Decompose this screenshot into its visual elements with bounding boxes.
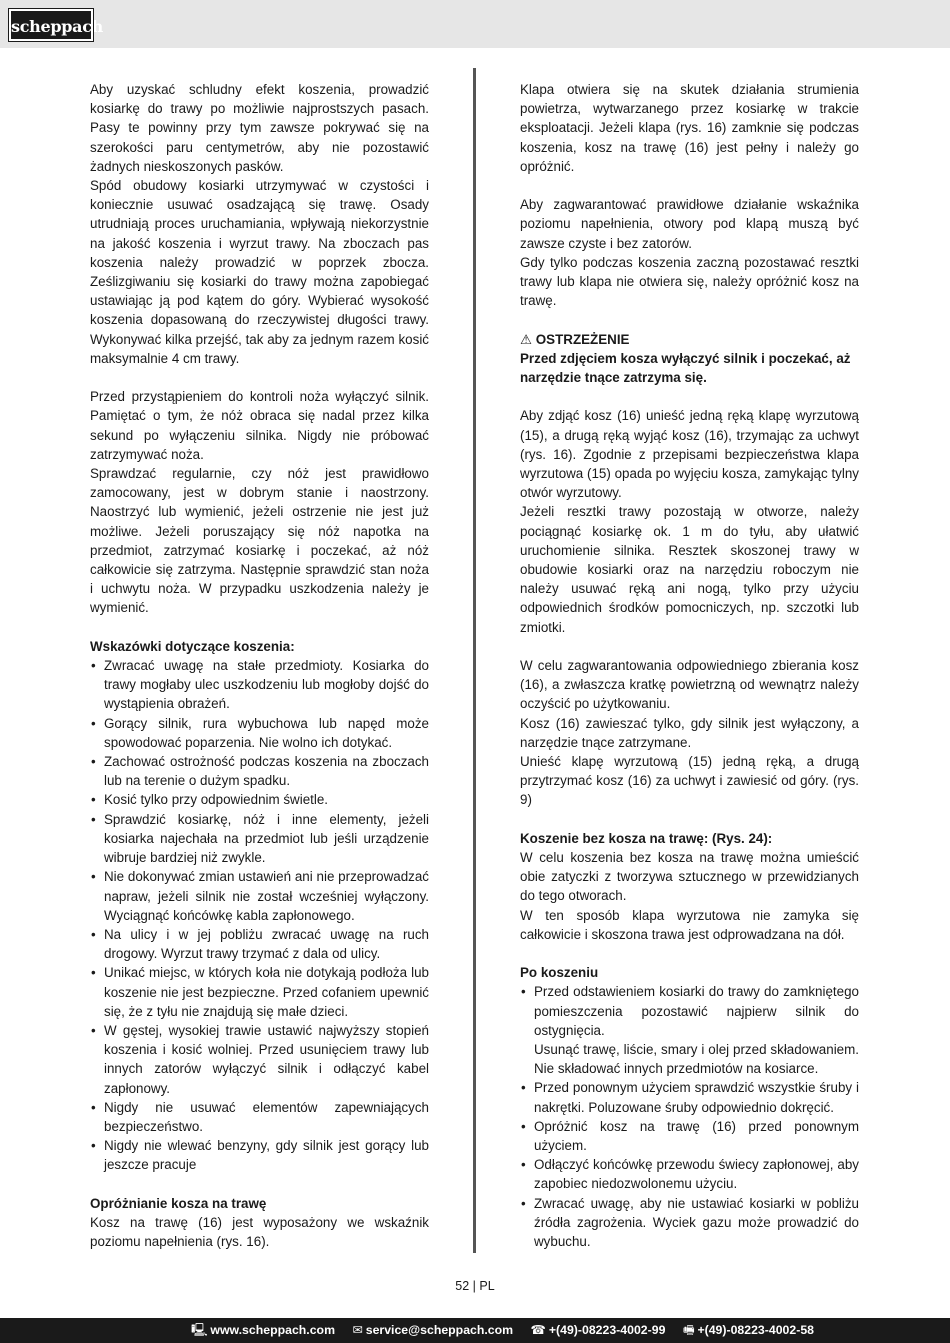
warning-heading: [520, 330, 859, 349]
after-mowing-list: [520, 982, 859, 1251]
list-item: • Nigdy nie wlewać benzyny, gdy silnik jest gorący lub jeszcze pracuje: [90, 1136, 429, 1174]
list-item: • Przed ponownym użyciem sprawdzić wszystkie śruby i nakrętki. Poluzowane śruby odpowiednio dokręcić.: [520, 1078, 859, 1116]
mail-icon: ✉: [352, 1323, 363, 1337]
list-item: • Unikać miejsc, w których koła nie dotykają podłoża lub koszenie nie jest bezpieczne. Przed cofaniem upewnić się, że z tyłu nie znajdują się małe dzieci.: [90, 963, 429, 1021]
computer-icon: 🖳: [191, 1323, 208, 1337]
footer-bar: [0, 1318, 950, 1343]
footer-web[interactable]: 🖳 www.scheppach.com: [191, 1323, 336, 1337]
list-item: • Sprawdzić kosiarkę, nóż i inne elementy, jeżeli kosiarka najechała na przedmiot lub jeśli urządzenie wibruje bardziej niż zwykle.: [90, 810, 429, 868]
paragraph: Spód obudowy kosiarki utrzymywać w czystości i koniecznie usuwać osadzającą się trawę. Osady utrudniają proces uruchamiania, wpływają niekorzystnie na jakość koszenia i wyrzut trawy. Na zboczach pas koszenia należy prowadzić w poprzek zbocza. Ześlizgiwaniu się kosiarki do trawy można zapobiegać ustawiając ją pod kątem do góry. Wybierać wysokość koszenia dopasowaną do rzeczywistej długości trawy. Wykonywać kilka przejść, tak aby za jednym razem kosić maksymalnie 4 cm trawy.: [90, 178, 429, 366]
left-column: [90, 80, 429, 1251]
header-bar: [0, 0, 950, 48]
paragraph: Gdy tylko podczas koszenia zaczną pozostawać resztki trawy lub klapa nie otwiera się, należy opróżnić kosz na trawę.: [520, 254, 859, 309]
footer-email[interactable]: ✉ service@scheppach.com: [352, 1323, 514, 1337]
footer-fax: 🖷 +(49)-08223-4002-58: [682, 1323, 814, 1337]
paragraph: Klapa otwiera się na skutek działania strumienia powietrza, wytwarzanego przez kosiarkę w trakcie eksploatacji. Jeżeli klapa (rys. 16) zamknie się podczas koszenia, kosz na trawę (16) jest pełny i należy go opróżnić.: [520, 82, 859, 174]
list-item: • Odłączyć końcówkę przewodu świecy zapłonowej, aby zapobiec niedozwolonemu użyciu.: [520, 1155, 859, 1193]
paragraph: Jeżeli resztki trawy pozostają w otworze, należy pociągnąć kosiarkę ok. 1 m do tyłu, aby ułatwić uruchomienie silnika. Resztek skoszonej trawy w obudowie kosiarki oraz na narzędziu roboczym nie należy usuwać ręką ani nogą, tylko przy użyciu odpowiednich środków pomocniczych, np. szczotki lub zmiotki.: [520, 504, 859, 635]
section-heading: Koszenie bez kosza na trawę: (Rys. 24):: [520, 830, 773, 846]
paragraph: Unieść klapę wyrzutową (15) jedną ręką, a drugą przytrzymać kosz (16) za uchwyt i zawiesić od góry. (rys. 9): [520, 754, 859, 808]
paragraph: Sprawdzać regularnie, czy nóż jest prawidłowo zamocowany, jest w dobrym stanie i naostrzony. Naostrzyć lub wymienić, jeżeli ostrzenie nie jest już możliwe. Jeżeli poruszający się nóż napotka na przedmiot, zatrzymać kosiarkę i poczekać, aż nóż całkowicie się zatrzyma. Następnie sprawdzić stan noża i uchwytu noża. W przypadku uszkodzenia należy je wymienić.: [90, 466, 429, 616]
tips-list: [90, 656, 429, 1174]
fax-icon: 🖷: [682, 1323, 695, 1337]
list-item: • Nigdy nie usuwać elementów zapewniających bezpieczeństwo.: [90, 1098, 429, 1136]
right-column: [520, 80, 859, 1251]
list-item: • Kosić tylko przy odpowiednim świetle.: [90, 790, 429, 809]
footer-phone[interactable]: ☎ +(49)-08223-4002-99: [530, 1323, 666, 1337]
list-item: • Gorący silnik, rura wybuchowa lub napęd może spowodować poparzenia. Nie wolno ich dotykać.: [90, 714, 429, 752]
section-heading: Po koszeniu: [520, 965, 599, 981]
paragraph: Aby zdjąć kosz (16) unieść jedną ręką klapę wyrzutową (15), a drugą ręką wyjąć kosz (16), trzymając za uchwyt (rys. 16). Zgodnie z przepisami bezpieczeństwa klapa wyrzutowa (15) opada po wyjęciu kosza, zamykając tylny otwór wyrzutowy.: [520, 408, 859, 501]
section-heading: Wskazówki dotyczące koszenia:: [90, 638, 295, 654]
list-item: • Zwracać uwagę na stałe przedmioty. Kosiarka do trawy mogłaby ulec uszkodzeniu lub mogłoby dojść do wystąpienia obrażeń.: [90, 656, 429, 714]
list-item: • Zwracać uwagę, aby nie ustawiać kosiarki w pobliżu źródła zagrożenia. Wyciek gazu może prowadzić do wybuchu.: [520, 1194, 859, 1252]
warning-icon: ⚠: [520, 331, 533, 347]
warning-text: Przed zdjęciem kosza wyłączyć silnik i poczekać, aż narzędzie tnące zatrzyma się.: [520, 350, 851, 386]
paragraph: Kosz na trawę (16) jest wyposażony we wskaźnik poziomu napełnienia (rys. 16).: [90, 1214, 429, 1250]
list-item: • Przed odstawieniem kosiarki do trawy do zamkniętego pomieszczenia pozostawić najpierw silnik do ostygnięcia. Usunąć trawę, liście, smary i olej przed składowaniem. Nie składować innych przedmiotów na kosiarce.: [520, 982, 859, 1078]
paragraph: Aby zagwarantować prawidłowe działanie wskaźnika poziomu napełnienia, otwory pod klapą muszą być zawsze czyste i bez zatorów.: [520, 197, 859, 251]
column-divider: [473, 68, 476, 1253]
list-item: • Zachować ostrożność podczas koszenia na zboczach lub na terenie o dużym spadku.: [90, 752, 429, 790]
paragraph: W celu zagwarantowania odpowiedniego zbierania kosz (16), a zwłaszcza kratkę powietrzną od wewnątrz należy oczyścić po użytkowaniu.: [520, 658, 859, 712]
scheppach-logo: scheppach: [9, 9, 93, 41]
list-item: • Nie dokonywać zmian ustawień ani nie przeprowadzać napraw, jeżeli silnik nie został wcześniej wyłączony. Wyciągnąć końcówkę kabla zapłonowego.: [90, 867, 429, 925]
paragraph: W ten sposób klapa wyrzutowa nie zamyka się całkowicie i skoszona trawa jest odprowadzana na dół.: [520, 907, 859, 942]
page-number: 52 | PL: [455, 1279, 495, 1293]
paragraph: W celu koszenia bez kosza na trawę można umieścić obie zatyczki z tworzywa sztucznego w przewidzianych do tego otworach.: [520, 850, 859, 904]
list-item: • Opróżnić kosz na trawę (16) przed ponownym użyciem.: [520, 1117, 859, 1155]
list-item: • W gęstej, wysokiej trawie ustawić najwyższy stopień koszenia i kosić wolniej. Przed usunięciem trawy lub innych zatorów wyłączyć silnik i odłączyć kabel zapłonowy.: [90, 1021, 429, 1098]
phone-icon: ☎: [530, 1323, 546, 1337]
paragraph: Aby uzyskać schludny efekt koszenia, prowadzić kosiarkę do trawy po możliwie najprostszych pasach. Pasy te powinny przy tym zawsze pokrywać się na szerokości paru centymetrów, aby nie pozostawić żadnych nieskoszonych pasków.: [90, 82, 429, 174]
paragraph: Przed przystąpieniem do kontroli noża wyłączyć silnik. Pamiętać o tym, że nóż obraca się nadal przez kilka sekund po wyłączeniu silnika. Nigdy nie próbować zatrzymywać noża.: [90, 389, 429, 462]
section-heading: Opróżnianie kosza na trawę: [90, 1195, 267, 1211]
paragraph: Kosz (16) zawieszać tylko, gdy silnik jest wyłączony, a narzędzie tnące zatrzymane.: [520, 715, 859, 750]
list-item: • Na ulicy i w jej pobliżu zwracać uwagę na ruch drogowy. Wyrzut trawy trzymać z dala od ulicy.: [90, 925, 429, 963]
warning-label: OSTRZEŻENIE: [535, 331, 630, 347]
